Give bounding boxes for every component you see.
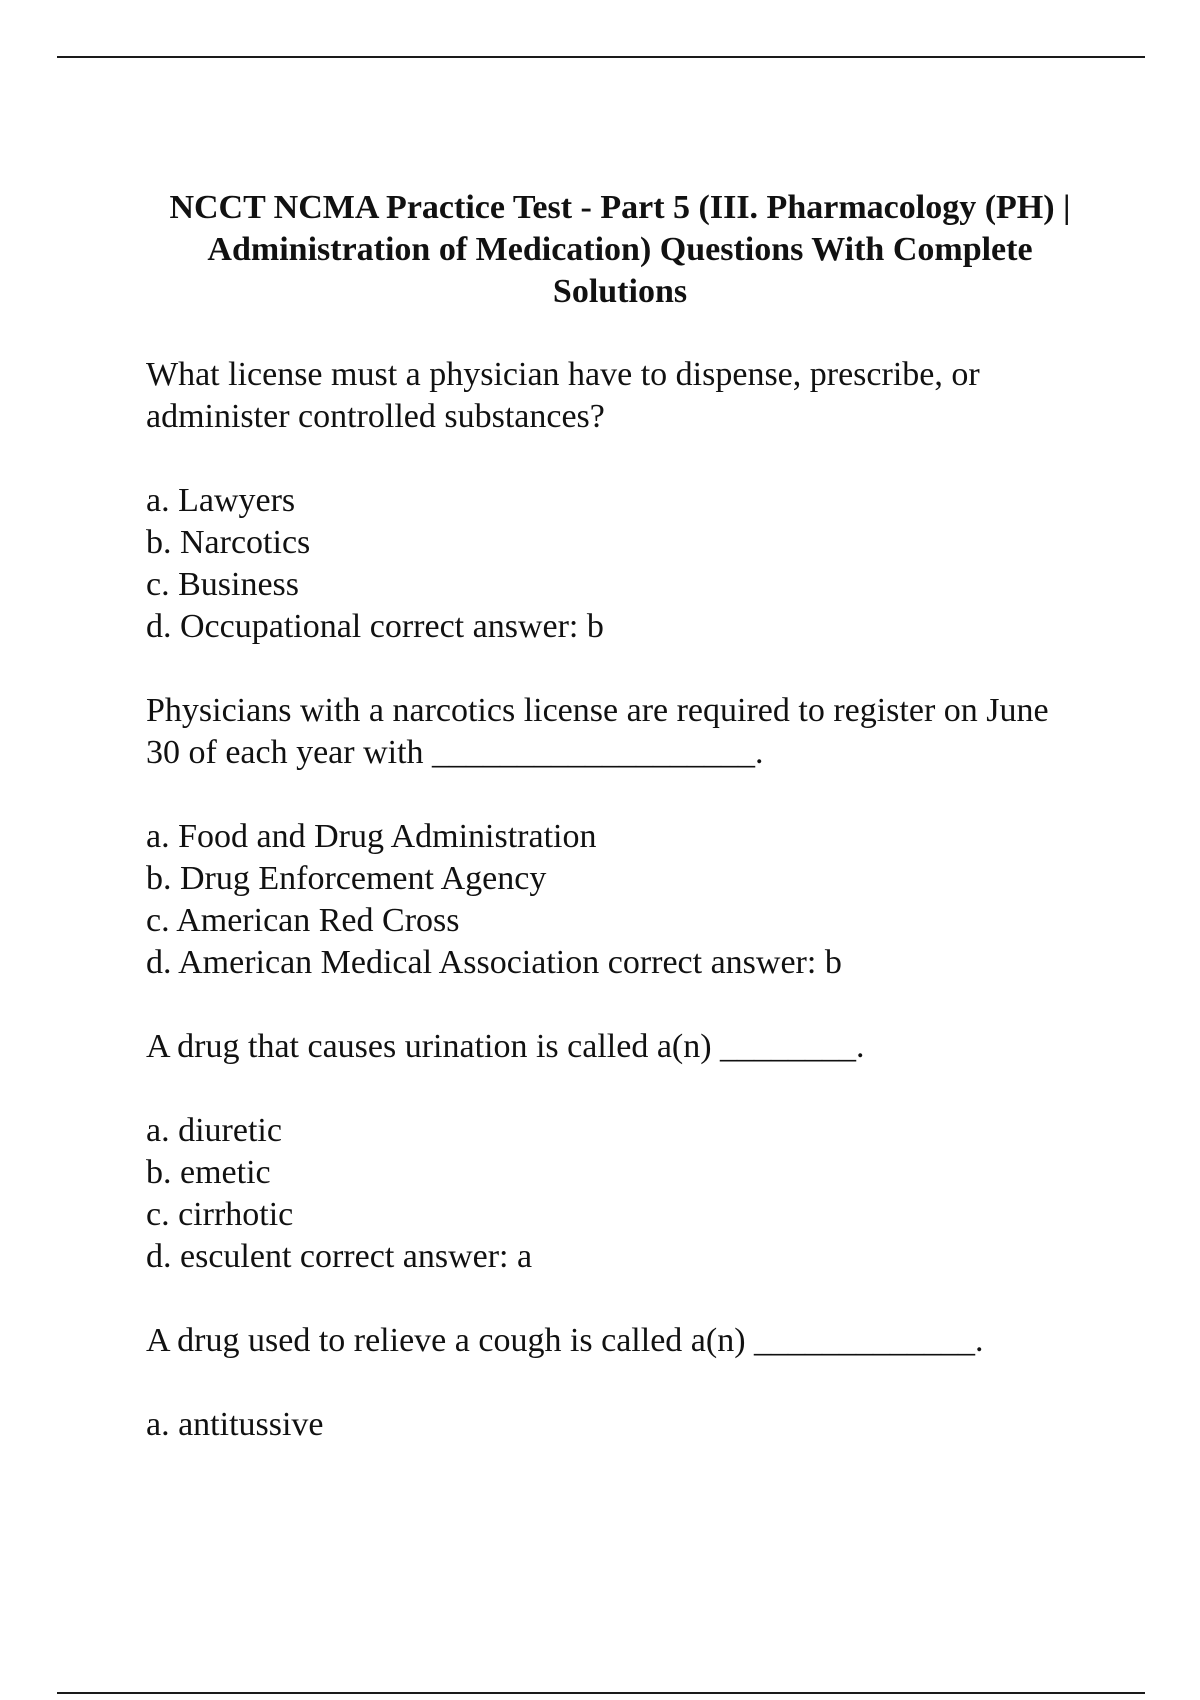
questions-body [146,354,1086,1488]
option-item: c. American Red Cross [146,902,460,939]
question-stem: What license must a physician have to dispense, prescribe, or administer controlled substances? [146,356,980,435]
question-stem: Physicians with a narcotics license are required to register on June 30 of each year with ___________________. [146,692,1049,771]
option-item: a. antitussive [146,1406,324,1443]
document-title: NCCT NCMA Practice Test - Part 5 (III. Pharmacology (PH) | Administration of Medication) Questions With Complete Solutions [169,189,1071,310]
option-item: c. cirrhotic [146,1196,294,1233]
answer-options [146,816,1086,984]
option-item: d. American Medical Association correct answer: b [146,944,842,981]
option-item: a. Food and Drug Administration [146,818,597,855]
question-stem: A drug used to relieve a cough is called a(n) _____________. [146,1322,984,1359]
option-item: a. diuretic [146,1112,282,1149]
option-item: d. esculent correct answer: a [146,1238,533,1275]
option-item: d. Occupational correct answer: b [146,608,604,645]
question-stem: A drug that causes urination is called a(n) ________. [146,1028,865,1065]
answer-options [146,480,1086,648]
option-item: b. Narcotics [146,524,311,561]
option-item: b. emetic [146,1154,271,1191]
answer-options [146,1110,1086,1278]
option-item: b. Drug Enforcement Agency [146,860,547,897]
option-item: a. Lawyers [146,482,296,519]
option-item: c. Business [146,566,299,603]
header-rule [57,56,1145,58]
footer-rule [57,1692,1145,1694]
answer-options [146,1404,1086,1446]
